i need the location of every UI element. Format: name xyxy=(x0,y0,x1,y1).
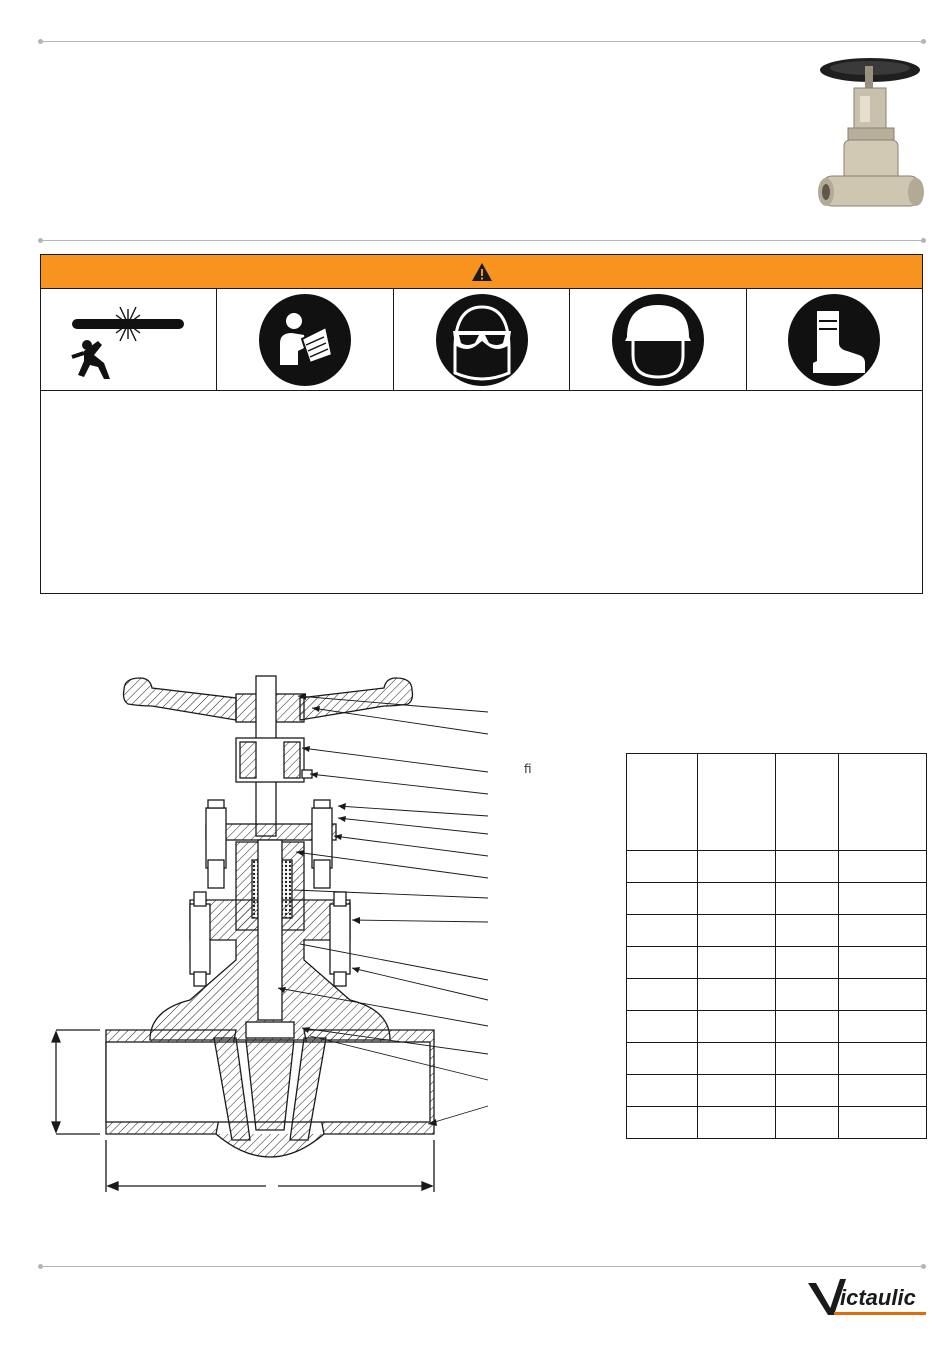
table-cell xyxy=(698,915,776,947)
table-cell xyxy=(698,947,776,979)
table-cell xyxy=(698,1011,776,1043)
warning-box xyxy=(40,254,923,594)
table-header-cell xyxy=(839,754,927,851)
warning-triangle-icon xyxy=(471,262,493,282)
pictogram-cell xyxy=(570,289,746,390)
falling-pipe-hazard-icon xyxy=(64,295,194,385)
table-header-cell xyxy=(776,754,839,851)
pictogram-cell xyxy=(394,289,570,390)
table-cell xyxy=(776,979,839,1011)
table-cell xyxy=(698,1075,776,1107)
gate-valve-photo xyxy=(812,52,924,228)
table-row xyxy=(627,1011,927,1043)
table-cell xyxy=(627,947,698,979)
table-cell xyxy=(839,1075,927,1107)
table-cell xyxy=(698,883,776,915)
table-cell xyxy=(776,915,839,947)
table-cell xyxy=(627,851,698,883)
table-header-cell xyxy=(698,754,776,851)
table-cell xyxy=(627,1075,698,1107)
table-cell xyxy=(839,851,927,883)
table-cell xyxy=(776,1043,839,1075)
victaulic-logo xyxy=(806,1275,930,1319)
table-row xyxy=(627,1075,927,1107)
table-cell xyxy=(776,1107,839,1139)
table-row xyxy=(627,915,927,947)
table-row xyxy=(627,883,927,915)
table-cell xyxy=(627,1107,698,1139)
table-cell xyxy=(839,979,927,1011)
table-cell xyxy=(776,947,839,979)
table-cell xyxy=(698,1107,776,1139)
safety-boots-icon xyxy=(787,293,881,387)
table-row xyxy=(627,1107,927,1139)
stray-ligature-glyph: ﬁ xyxy=(524,762,532,776)
table-cell xyxy=(627,1043,698,1075)
table-cell xyxy=(776,1075,839,1107)
gate-valve-cross-section xyxy=(40,660,540,1200)
parts-table xyxy=(626,753,927,1139)
warning-text-area xyxy=(41,391,922,595)
table-cell xyxy=(627,883,698,915)
table-row xyxy=(627,947,927,979)
table-cell xyxy=(776,851,839,883)
table-cell xyxy=(839,915,927,947)
table-cell xyxy=(698,1043,776,1075)
safety-pictogram-row xyxy=(41,289,922,391)
table-row xyxy=(627,1043,927,1075)
table-cell xyxy=(839,1011,927,1043)
table-header-row xyxy=(627,754,927,851)
hard-hat-icon xyxy=(611,293,705,387)
safety-glasses-icon xyxy=(435,293,529,387)
pictogram-cell xyxy=(41,289,217,390)
header-rule xyxy=(40,240,924,241)
table-cell xyxy=(839,883,927,915)
footer-rule xyxy=(40,1266,924,1267)
table-row xyxy=(627,979,927,1011)
read-manual-icon xyxy=(258,293,352,387)
table-cell xyxy=(627,979,698,1011)
table-cell xyxy=(839,1043,927,1075)
table-cell xyxy=(839,947,927,979)
table-row xyxy=(627,851,927,883)
table-cell xyxy=(776,883,839,915)
table-cell xyxy=(776,1011,839,1043)
pictogram-cell xyxy=(217,289,393,390)
table-cell xyxy=(698,851,776,883)
warning-header-bar xyxy=(41,255,922,289)
table-cell xyxy=(698,979,776,1011)
table-header-cell xyxy=(627,754,698,851)
table-cell xyxy=(627,915,698,947)
table-cell xyxy=(839,1107,927,1139)
svg-text:ictaulic: ictaulic xyxy=(840,1285,916,1310)
pictogram-cell xyxy=(747,289,922,390)
top-rule xyxy=(40,41,924,42)
table-cell xyxy=(627,1011,698,1043)
